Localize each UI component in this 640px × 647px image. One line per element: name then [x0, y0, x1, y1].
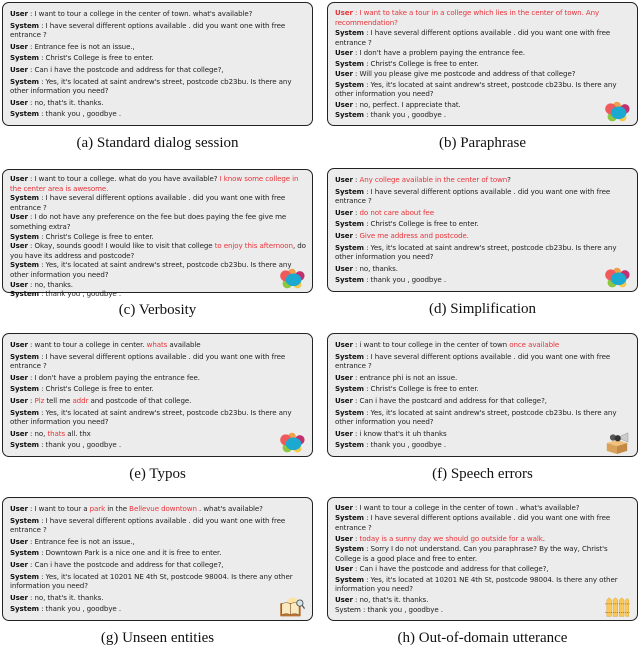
dialog-turn — [10, 53, 306, 63]
speaker-label: User — [335, 48, 353, 58]
utterance-text: : Can i have the postcard and address for that college?, — [352, 395, 547, 405]
utterance-text: : thank you , goodbye . — [363, 275, 446, 285]
utterance-text: : entrance phi is not an issue. — [352, 372, 458, 382]
utterance-text: all. thx — [65, 428, 91, 438]
utterance-text: : thank you , goodbye . — [363, 440, 446, 450]
speaker-label: System — [335, 605, 361, 615]
perturbed-text: I know some college in the center area is awesome. — [10, 174, 299, 193]
speaker-label: User — [10, 372, 28, 382]
utterance-text: : i want to tour college in the center of town — [352, 340, 510, 349]
dialog-turn — [335, 175, 631, 185]
dialog-turn — [10, 109, 306, 119]
speaker-label: System — [335, 58, 364, 68]
dialog-turn — [335, 8, 631, 27]
dialog-turn — [10, 21, 306, 40]
utterance-text: : — [352, 207, 360, 217]
dialog-panel — [2, 497, 313, 647]
dialog-turn — [335, 69, 631, 79]
subfigure-caption: (h) Out-of-domain utterance — [397, 630, 568, 646]
utterance-text: : Okay, sounds good! I would like to visit that college — [27, 241, 215, 251]
speaker-label: System — [335, 219, 364, 229]
utterance-text: : — [352, 533, 360, 543]
speaker-label: System — [10, 109, 39, 119]
dialog-turn — [10, 373, 306, 383]
dialog-turn — [10, 212, 306, 231]
dialog-turn — [335, 80, 631, 99]
utterance-text: : i know that's it uh thanks — [352, 428, 447, 438]
utterance-text: : I do not have any preference on the fee but does paying the fee give me something extra? — [10, 212, 287, 231]
speaker-label: User — [10, 279, 28, 289]
perturbed-text: addr — [72, 395, 89, 405]
dialog-turn — [10, 77, 306, 96]
dialog-turn — [10, 232, 306, 242]
utterance-text: : thank you , goodbye . — [360, 605, 443, 615]
dialog-turn — [335, 544, 631, 563]
utterance-text: : I want to tour a — [27, 504, 90, 513]
utterance-text: : I have several different options available . did you want one with free entrance ? — [335, 513, 611, 533]
utterance-text: : Can i have the postcode and address for that college?, — [27, 64, 224, 74]
dialog-turn — [10, 241, 306, 260]
utterance-text: : Can i have the postcode and address for that college?, — [352, 564, 549, 574]
subfigure-caption: (a) Standard dialog session — [76, 135, 239, 151]
utterance-text: : Christ's College is free to enter. — [38, 231, 154, 241]
utterance-text: : thank you , goodbye . — [38, 440, 121, 450]
dialog-panel — [2, 2, 313, 152]
speaker-label: System — [10, 53, 39, 63]
speaker-label: System — [335, 513, 364, 523]
utterance-text: : I have several different options available . did you want one with free entrance ? — [10, 193, 286, 212]
dialog-turn — [10, 289, 306, 299]
speaker-label: System — [335, 544, 364, 554]
utterance-text: : want to tour a college in center. — [27, 340, 147, 349]
subfigure-caption: (b) Paraphrase — [438, 135, 527, 151]
dialog-turn — [335, 534, 631, 544]
utterance-text: , do you have its address and postcode? — [10, 241, 306, 260]
perturbed-text: Give me address and postcode. — [359, 230, 469, 240]
dialog-turn — [335, 100, 631, 110]
dialog-turn — [10, 572, 306, 591]
perturbed-text: : I want to take a tour in a college which lies in the center of town. Any recommendation? — [335, 7, 600, 27]
utterance-text: : I want to tour a college in the center of town. what's available? — [27, 9, 253, 18]
subfigure-caption: (e) Typos — [129, 466, 186, 482]
dialog-turn — [10, 260, 306, 279]
speaker-label: System — [335, 351, 364, 361]
dialog-turn — [335, 564, 631, 574]
utterance-text: : I want to tour a college in the center of town . what's available? — [352, 502, 580, 512]
utterance-text: : I don't have a problem paying the entrance fee. — [27, 372, 200, 382]
utterance-text: : Will you please give me postcode and address of that college? — [352, 69, 576, 79]
utterance-text: : I have several different options available . did you want one with free entrance ? — [10, 515, 286, 535]
subfigure-caption: (f) Speech errors — [432, 466, 533, 482]
perturbed-text: thats — [47, 428, 66, 438]
dialog-panel — [327, 497, 638, 647]
perturbed-text: park — [89, 504, 106, 513]
subfigure-caption: (d) Simplification — [428, 301, 537, 317]
utterance-text: : Yes, it's located at 10201 NE 4th St, postcode 98004. Is there any other information you need? — [335, 574, 618, 594]
dialog-turn — [10, 408, 306, 427]
speaker-label: User — [335, 175, 353, 184]
subfigure-caption: (c) Verbosity — [118, 302, 197, 318]
utterance-text: : — [27, 395, 35, 405]
utterance-text: : no, perfect. I appreciate that. — [352, 99, 461, 109]
speaker-label: User — [10, 504, 28, 513]
dialog-turn — [10, 9, 306, 19]
dialog-turn — [10, 384, 306, 394]
dialog-turn — [335, 440, 631, 450]
speaker-label: System — [335, 574, 364, 584]
utterance-text: available — [167, 340, 201, 349]
utterance-text: : Downtown Park is a nice one and it is free to enter. — [38, 548, 222, 558]
dialog-turn — [335, 243, 631, 262]
dialog-turn — [335, 384, 631, 394]
speaker-label: System — [10, 571, 39, 581]
subfigure-caption: (g) Unseen entities — [100, 630, 215, 646]
speaker-label: User — [335, 7, 353, 17]
speaker-label: System — [10, 231, 39, 241]
speaker-label: System — [10, 407, 39, 417]
dialog-turn — [335, 48, 631, 58]
utterance-text: : Yes, it's located at 10201 NE 4th St, postcode 98004. Is there any other information you need? — [10, 571, 293, 591]
dialog-panel — [327, 2, 638, 152]
utterance-text: : no, thanks. — [352, 263, 398, 273]
perturbed-text: today is a sunny day we should go outside for a walk — [359, 533, 543, 543]
dialog-turn — [10, 504, 306, 514]
speaker-label: User — [335, 69, 353, 79]
dialog-turn — [335, 187, 631, 206]
dialog-turn — [10, 604, 306, 614]
dialog-turn — [335, 605, 631, 615]
utterance-text: : no, thanks. — [27, 279, 73, 289]
speaker-label: System — [10, 440, 39, 450]
dialog-turn — [335, 59, 631, 69]
dialog-turn — [335, 352, 631, 371]
speaker-label: User — [335, 594, 353, 604]
perturbed-text: Bellevue downtown — [129, 504, 197, 513]
speaker-label: System — [10, 548, 39, 558]
perturbed-text: once available — [509, 340, 560, 349]
dialog-panel — [327, 333, 638, 483]
utterance-text: : I don't have a problem paying the entrance fee. — [352, 48, 525, 58]
utterance-text: . what's available? — [196, 504, 263, 513]
utterance-text: : I have several different options available . did you want one with free entrance ? — [335, 28, 611, 47]
utterance-text: : no, that's it. thanks. — [27, 592, 104, 602]
dialog-turn — [10, 174, 306, 193]
speaker-label: System — [10, 76, 39, 86]
dialog-turn — [10, 98, 306, 108]
utterance-text: : no, that's it. thanks. — [27, 97, 104, 107]
dialog-turn — [10, 560, 306, 570]
speaker-label: System — [10, 289, 39, 299]
dialog-turn — [10, 429, 306, 439]
utterance-text: ? — [507, 175, 511, 184]
dialog-turn — [335, 264, 631, 274]
dialog-turn — [10, 193, 306, 212]
speaker-label: User — [335, 395, 353, 405]
dialog-turn — [335, 110, 631, 120]
dialog-turn — [335, 208, 631, 218]
dialog-turn — [10, 548, 306, 558]
speaker-label: System — [10, 260, 39, 270]
speaker-label: User — [335, 502, 353, 512]
perturbed-text: to enjoy this afternoon — [214, 241, 293, 251]
speaker-label: System — [335, 384, 364, 394]
dialog-turn — [335, 28, 631, 47]
utterance-text: : — [352, 175, 360, 184]
utterance-text: : Yes, it's located at saint andrew's street, postcode cb23bu. Is there any other information you need? — [10, 407, 292, 427]
speaker-label: User — [10, 559, 28, 569]
speaker-label: User — [10, 97, 28, 107]
dialog-panel — [2, 333, 313, 483]
dialog-box — [2, 2, 313, 126]
speaker-label: System — [335, 242, 364, 252]
speaker-label: System — [10, 604, 39, 614]
speaker-label: System — [335, 186, 364, 196]
perturbed-text: Any college available in the center of town — [359, 175, 508, 184]
dialog-turn — [335, 231, 631, 241]
dialog-turn — [10, 396, 306, 406]
speaker-label: User — [10, 9, 28, 18]
utterance-text: : Yes, it's located at saint andrew's street, postcode cb23bu. Is there any other information you need? — [335, 79, 617, 99]
dialog-turn — [10, 440, 306, 450]
speaker-label: User — [10, 212, 28, 222]
utterance-text: : Yes, it's located at saint andrew's street, postcode cb23bu. Is there any other information you need? — [10, 260, 292, 279]
speaker-label: User — [10, 428, 28, 438]
utterance-text: : I have several different options available . did you want one with free entrance ? — [10, 351, 286, 371]
utterance-text: : Christ's College is free to enter. — [363, 219, 479, 229]
utterance-text: : Yes, it's located at saint andrew's street, postcode cb23bu. Is there any other information you need? — [10, 76, 292, 96]
speaker-label: User — [10, 340, 28, 349]
dialog-turn — [335, 408, 631, 427]
dialog-turn — [335, 219, 631, 229]
speaker-label: User — [335, 207, 353, 217]
utterance-text: : Can i have the postcode and address for that college?, — [27, 559, 224, 569]
speaker-label: System — [335, 440, 364, 450]
utterance-text: : I have several different options available . did you want one with free entrance ? — [10, 20, 286, 40]
dialog-turn — [335, 595, 631, 605]
speaker-label: User — [10, 241, 28, 251]
utterance-text: : thank you , goodbye . — [363, 110, 446, 120]
speaker-label: User — [335, 428, 353, 438]
dialog-box — [327, 2, 638, 126]
speaker-label: User — [335, 533, 353, 543]
utterance-text: : Christ's College is free to enter. — [363, 384, 479, 394]
dialog-box — [327, 333, 638, 457]
utterance-text: and postcode of that college. — [88, 395, 192, 405]
dialog-turn — [10, 42, 306, 52]
speaker-label: System — [10, 515, 39, 525]
speaker-label: System — [335, 110, 364, 120]
dialog-turn — [10, 340, 306, 350]
utterance-text: : Entrance fee is not an issue., — [27, 536, 135, 546]
dialog-turn — [335, 575, 631, 594]
speaker-label: User — [10, 64, 28, 74]
dialog-turn — [10, 65, 306, 75]
perturbed-text: whats — [146, 340, 168, 349]
speaker-label: User — [335, 263, 353, 273]
utterance-text: : no, — [27, 428, 48, 438]
speaker-label: User — [335, 372, 353, 382]
dialog-turn — [335, 340, 631, 350]
speaker-label: User — [335, 99, 353, 109]
utterance-text: : Yes, it's located at saint andrew's street, postcode cb23bu. Is there any other information you need? — [335, 407, 617, 427]
dialog-box — [2, 497, 313, 621]
perturbed-text: do not care about fee — [359, 207, 434, 217]
utterance-text: tell me — [44, 395, 73, 405]
dialog-box — [2, 169, 313, 299]
speaker-label: System — [10, 384, 39, 394]
utterance-text: : I have several different options available . did you want one with free entrance ? — [335, 186, 611, 206]
dialog-turn — [335, 503, 631, 513]
speaker-label: User — [10, 174, 28, 183]
dialog-turn — [335, 396, 631, 406]
speaker-label: System — [10, 20, 39, 30]
speaker-label: User — [10, 41, 28, 51]
dialog-turn — [10, 352, 306, 371]
dialog-turn — [10, 593, 306, 603]
utterance-text: : Entrance fee is not an issue., — [27, 41, 135, 51]
speaker-label: System — [10, 351, 39, 361]
utterance-text: : no, that's it. thanks. — [352, 594, 429, 604]
dialog-box — [2, 333, 313, 457]
dialog-panel — [327, 168, 638, 318]
dialog-panel — [2, 169, 313, 319]
utterance-text: : Yes, it's located at saint andrew's street, postcode cb23bu. Is there any other information you need? — [335, 242, 617, 262]
dialog-box — [327, 497, 638, 621]
speaker-label: User — [10, 536, 28, 546]
speaker-label: User — [10, 592, 28, 602]
speaker-label: User — [335, 230, 353, 240]
speaker-label: System — [335, 275, 364, 285]
speaker-label: System — [10, 193, 39, 203]
utterance-text: in the — [105, 504, 130, 513]
utterance-text: : Christ's College is free to enter. — [38, 384, 154, 394]
dialog-box — [327, 168, 638, 292]
utterance-text: : Christ's College is free to enter. — [38, 53, 154, 63]
utterance-text: : thank you , goodbye . — [38, 604, 121, 614]
dialog-turn — [10, 280, 306, 290]
speaker-label: User — [335, 564, 353, 574]
perturbed-text: Plz — [34, 395, 45, 405]
utterance-text: : I want to tour a college. what do you have available? — [27, 174, 220, 183]
utterance-text: : — [352, 230, 360, 240]
utterance-text: : I have several different options available . did you want one with free entrance ? — [335, 351, 611, 371]
utterance-text: : thank you , goodbye . — [38, 109, 121, 119]
dialog-turn — [335, 513, 631, 532]
speaker-label: User — [335, 340, 353, 349]
speaker-label: System — [335, 407, 364, 417]
utterance-text: : thank you , goodbye . — [38, 289, 121, 299]
dialog-turn — [335, 429, 631, 439]
speaker-label: User — [10, 395, 28, 405]
dialog-turn — [335, 275, 631, 285]
dialog-turn — [10, 516, 306, 535]
utterance-text: : Sorry I do not understand. Can you paraphrase? By the way, Christ's College is a good place and free to enter. — [335, 544, 608, 563]
speaker-label: System — [335, 79, 364, 89]
dialog-turn — [10, 537, 306, 547]
dialog-turn — [335, 373, 631, 383]
speaker-label: System — [335, 28, 364, 38]
utterance-text: : Christ's College is free to enter. — [363, 58, 479, 68]
utterance-text: . — [542, 533, 545, 543]
